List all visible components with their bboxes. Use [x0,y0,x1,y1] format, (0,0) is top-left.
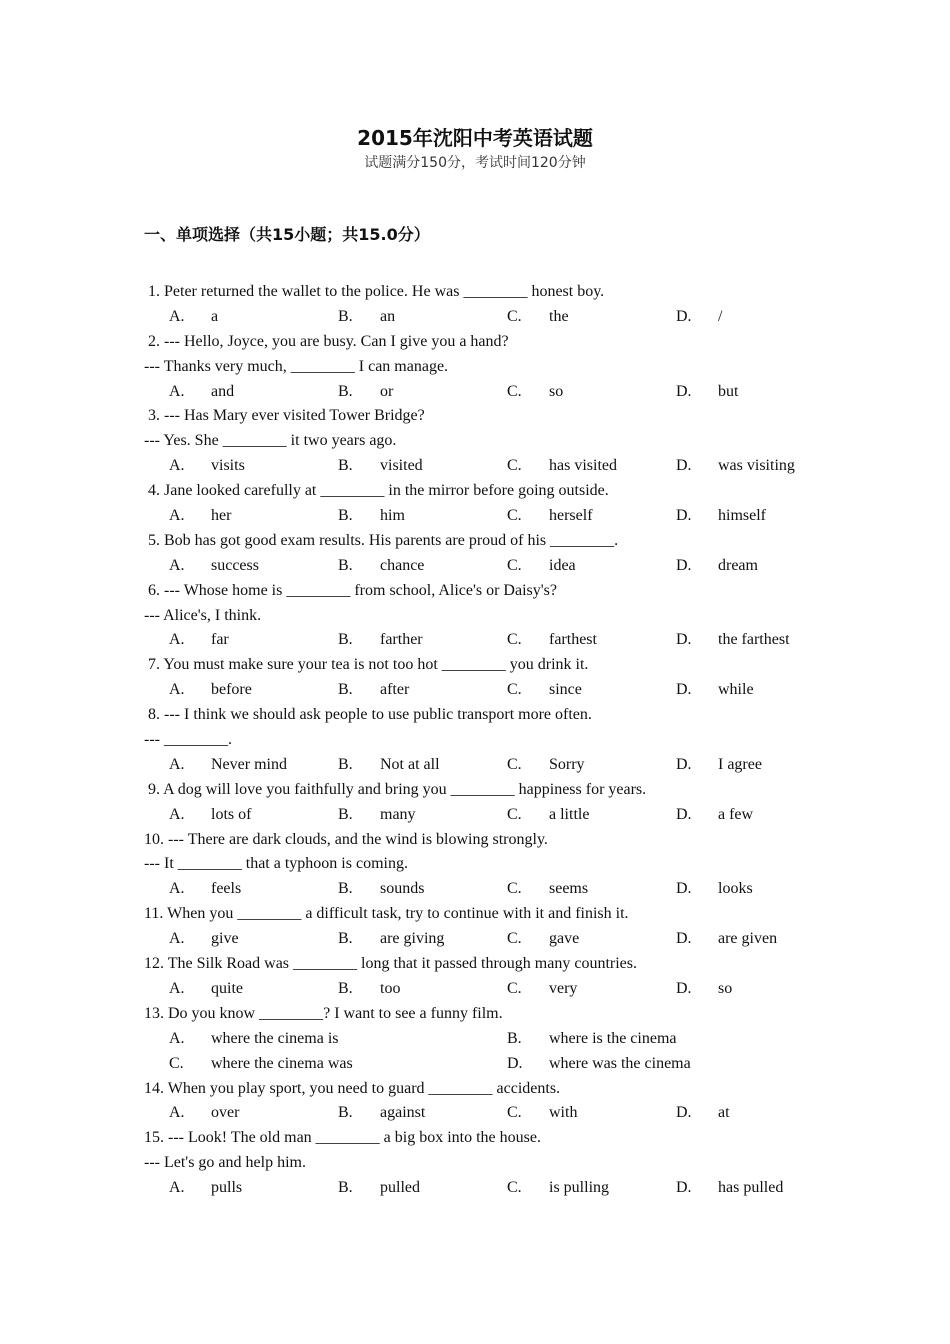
question-stem: 4. Jane looked carefully at ________ in the mirror before going outside. [148,482,609,500]
option-text: farther [380,631,423,649]
question-stem: 9. A dog will love you faithfully and bring you ________ happiness for years. [148,780,647,798]
option-letter: D. [676,979,692,997]
option-letter: B. [338,979,353,997]
options-row [144,1027,824,1052]
option-letter: C. [507,1104,522,1122]
option-text: far [211,631,229,649]
option-text: / [718,307,723,325]
question-item [144,778,824,828]
option-letter: B. [338,1179,353,1197]
option-letter: C. [507,556,522,574]
options-row [144,554,824,579]
option-text: gave [549,930,580,948]
option-text: where was the cinema [549,1054,691,1072]
option-letter: C. [507,307,522,325]
option-text: was visiting [718,457,795,475]
option-text: and [211,382,235,400]
option-text: has pulled [718,1179,784,1197]
question-stem: 13. Do you know ________? I want to see a funny film. [144,1004,503,1022]
question-stem: 6. --- Whose home is ________ from school, Alice's or Daisy's? [148,581,557,599]
option-letter: B. [338,930,353,948]
option-letter: A. [169,457,185,475]
options-row [144,380,824,405]
option-letter: A. [169,307,185,325]
option-letter: A. [169,979,185,997]
question-stem: 15. --- Look! The old man ________ a big box into the house. [144,1129,541,1147]
option-letter: B. [338,382,353,400]
question-item [144,653,824,703]
options-row [144,1101,824,1126]
option-letter: A. [169,1179,185,1197]
option-text: pulled [380,1179,420,1197]
option-text: while [718,681,754,699]
question-item [144,579,824,654]
question-stem: 5. Bob has got good exam results. His parents are proud of his ________. [148,531,619,549]
option-text: where is the cinema [549,1029,677,1047]
question-stem: 2. --- Hello, Joyce, you are busy. Can I give you a hand? [148,332,509,350]
option-letter: B. [338,307,353,325]
option-text: dream [718,556,758,574]
option-text: so [718,979,733,997]
options-row [144,1176,824,1201]
question-item [144,828,824,903]
option-letter: A. [169,930,185,948]
option-letter: D. [676,681,692,699]
option-letter: C. [507,805,522,823]
option-text: quite [211,979,243,997]
option-letter: C. [507,1179,522,1197]
option-text: has visited [549,457,617,475]
option-text: are given [718,930,778,948]
option-text: over [211,1104,240,1122]
question-stem: 1. Peter returned the wallet to the police. He was ________ honest boy. [148,283,605,300]
option-text: sounds [380,880,425,898]
option-letter: C. [507,382,522,400]
option-text: Sorry [549,755,585,773]
question-item [144,280,824,330]
option-text: against [380,1104,426,1122]
option-text: chance [380,556,425,574]
option-letter: B. [338,1104,353,1122]
option-text: success [211,556,259,574]
option-text: him [380,507,405,525]
option-letter: D. [676,307,692,325]
question-stem-continuation: --- Let's go and help him. [144,1154,306,1172]
question-stem-continuation: --- It ________ that a typhoon is coming. [144,855,408,873]
option-letter: D. [676,556,692,574]
options-row [144,803,824,828]
option-text: before [211,681,252,699]
option-letter: C. [507,880,522,898]
question-stem-continuation: --- ________. [144,731,232,749]
option-letter: D. [676,755,692,773]
option-letter: A. [169,507,185,525]
option-letter: D. [676,930,692,948]
option-letter: C. [507,681,522,699]
option-text: visited [380,457,423,475]
option-letter: B. [338,631,353,649]
option-text: but [718,382,739,400]
option-text: pulls [211,1179,243,1197]
option-text: too [380,979,401,997]
option-letter: B. [338,755,353,773]
options-row [144,305,824,330]
option-letter: A. [169,805,185,823]
option-letter: A. [169,1029,185,1047]
option-text: I agree [718,755,762,773]
question-item [144,902,824,952]
question-item [144,1126,824,1201]
question-item [144,529,824,579]
option-letter: A. [169,556,185,574]
option-text: at [718,1104,730,1122]
option-text: a little [549,805,590,823]
option-text: or [380,382,394,400]
option-letter: C. [169,1054,184,1072]
question-item [144,1077,824,1127]
question-stem-continuation: --- Yes. She ________ it two years ago. [144,432,397,450]
option-letter: B. [338,805,353,823]
option-text: idea [549,556,576,574]
option-text: after [380,681,410,699]
option-letter: A. [169,681,185,699]
option-text: the [549,307,569,325]
option-text: feels [211,880,242,898]
question-item [144,952,824,1002]
question-stem-continuation: --- Alice's, I think. [144,606,262,624]
option-text: where the cinema is [211,1029,339,1047]
question-stem: 7. You must make sure your tea is not too hot ________ you drink it. [148,656,589,674]
option-letter: D. [676,507,692,525]
option-text: farthest [549,631,597,649]
option-text: Never mind [211,755,287,773]
option-letter: C. [507,457,522,475]
option-text: very [549,979,578,997]
option-letter: D. [507,1054,523,1072]
question-stem-continuation: --- Thanks very much, ________ I can manage. [144,357,449,375]
page-title: 2015年沈阳中考英语试题 [357,126,593,150]
question-stem: 3. --- Has Mary ever visited Tower Bridge? [148,407,425,425]
option-letter: C. [507,507,522,525]
option-text: himself [718,507,766,525]
option-letter: C. [507,755,522,773]
option-letter: C. [507,930,522,948]
option-letter: D. [676,1179,692,1197]
options-row [144,753,824,778]
question-item [144,479,824,529]
option-text: where the cinema was [211,1054,353,1072]
question-stem: 14. When you play sport, you need to guard ________ accidents. [144,1079,561,1097]
section-heading: 一、单项选择（共15小题；共15.0分） [144,225,430,244]
option-text: are giving [380,930,445,948]
options-row [144,504,824,529]
option-text: her [211,507,232,525]
option-letter: A. [169,755,185,773]
question-item [144,703,824,778]
option-letter: C. [507,631,522,649]
option-text: is pulling [549,1179,610,1197]
options-row [144,1052,824,1077]
option-text: looks [718,880,753,898]
option-letter: D. [676,631,692,649]
options-row [144,927,824,952]
option-letter: D. [676,1104,692,1122]
option-letter: D. [676,382,692,400]
option-text: give [211,930,239,948]
options-row [144,678,824,703]
option-letter: B. [338,556,353,574]
option-text: a few [718,805,754,823]
option-letter: D. [676,880,692,898]
option-text: herself [549,507,593,525]
option-letter: D. [676,805,692,823]
option-text: with [549,1104,578,1122]
options-row [144,628,824,653]
option-letter: B. [338,681,353,699]
question-item [144,404,824,479]
options-row [144,877,824,902]
option-text: so [549,382,564,400]
option-letter: A. [169,382,185,400]
option-text: Not at all [380,755,440,773]
question-stem: 8. --- I think we should ask people to use public transport more often. [148,706,592,724]
option-letter: C. [507,979,522,997]
question-stem: 11. When you ________ a difficult task, try to continue with it and finish it. [144,905,629,923]
question-item [144,1002,824,1077]
question-list [144,280,824,1201]
page-subtitle: 试题满分150分，考试时间120分钟 [364,155,586,171]
option-text: seems [549,880,589,898]
option-text: the farthest [718,631,790,649]
option-letter: B. [338,880,353,898]
option-letter: D. [676,457,692,475]
option-text: a [211,307,219,325]
option-letter: A. [169,880,185,898]
option-text: an [380,307,396,325]
option-text: many [380,805,416,823]
option-letter: B. [507,1029,522,1047]
option-text: since [549,681,582,699]
option-letter: B. [338,457,353,475]
options-row [144,454,824,479]
options-row [144,977,824,1002]
option-text: visits [211,457,245,475]
option-text: lots of [211,805,252,823]
question-stem: 10. --- There are dark clouds, and the wind is blowing strongly. [144,830,548,848]
question-stem: 12. The Silk Road was ________ long that it passed through many countries. [144,955,637,973]
option-letter: A. [169,631,185,649]
question-item [144,330,824,405]
option-letter: B. [338,507,353,525]
option-letter: A. [169,1104,185,1122]
